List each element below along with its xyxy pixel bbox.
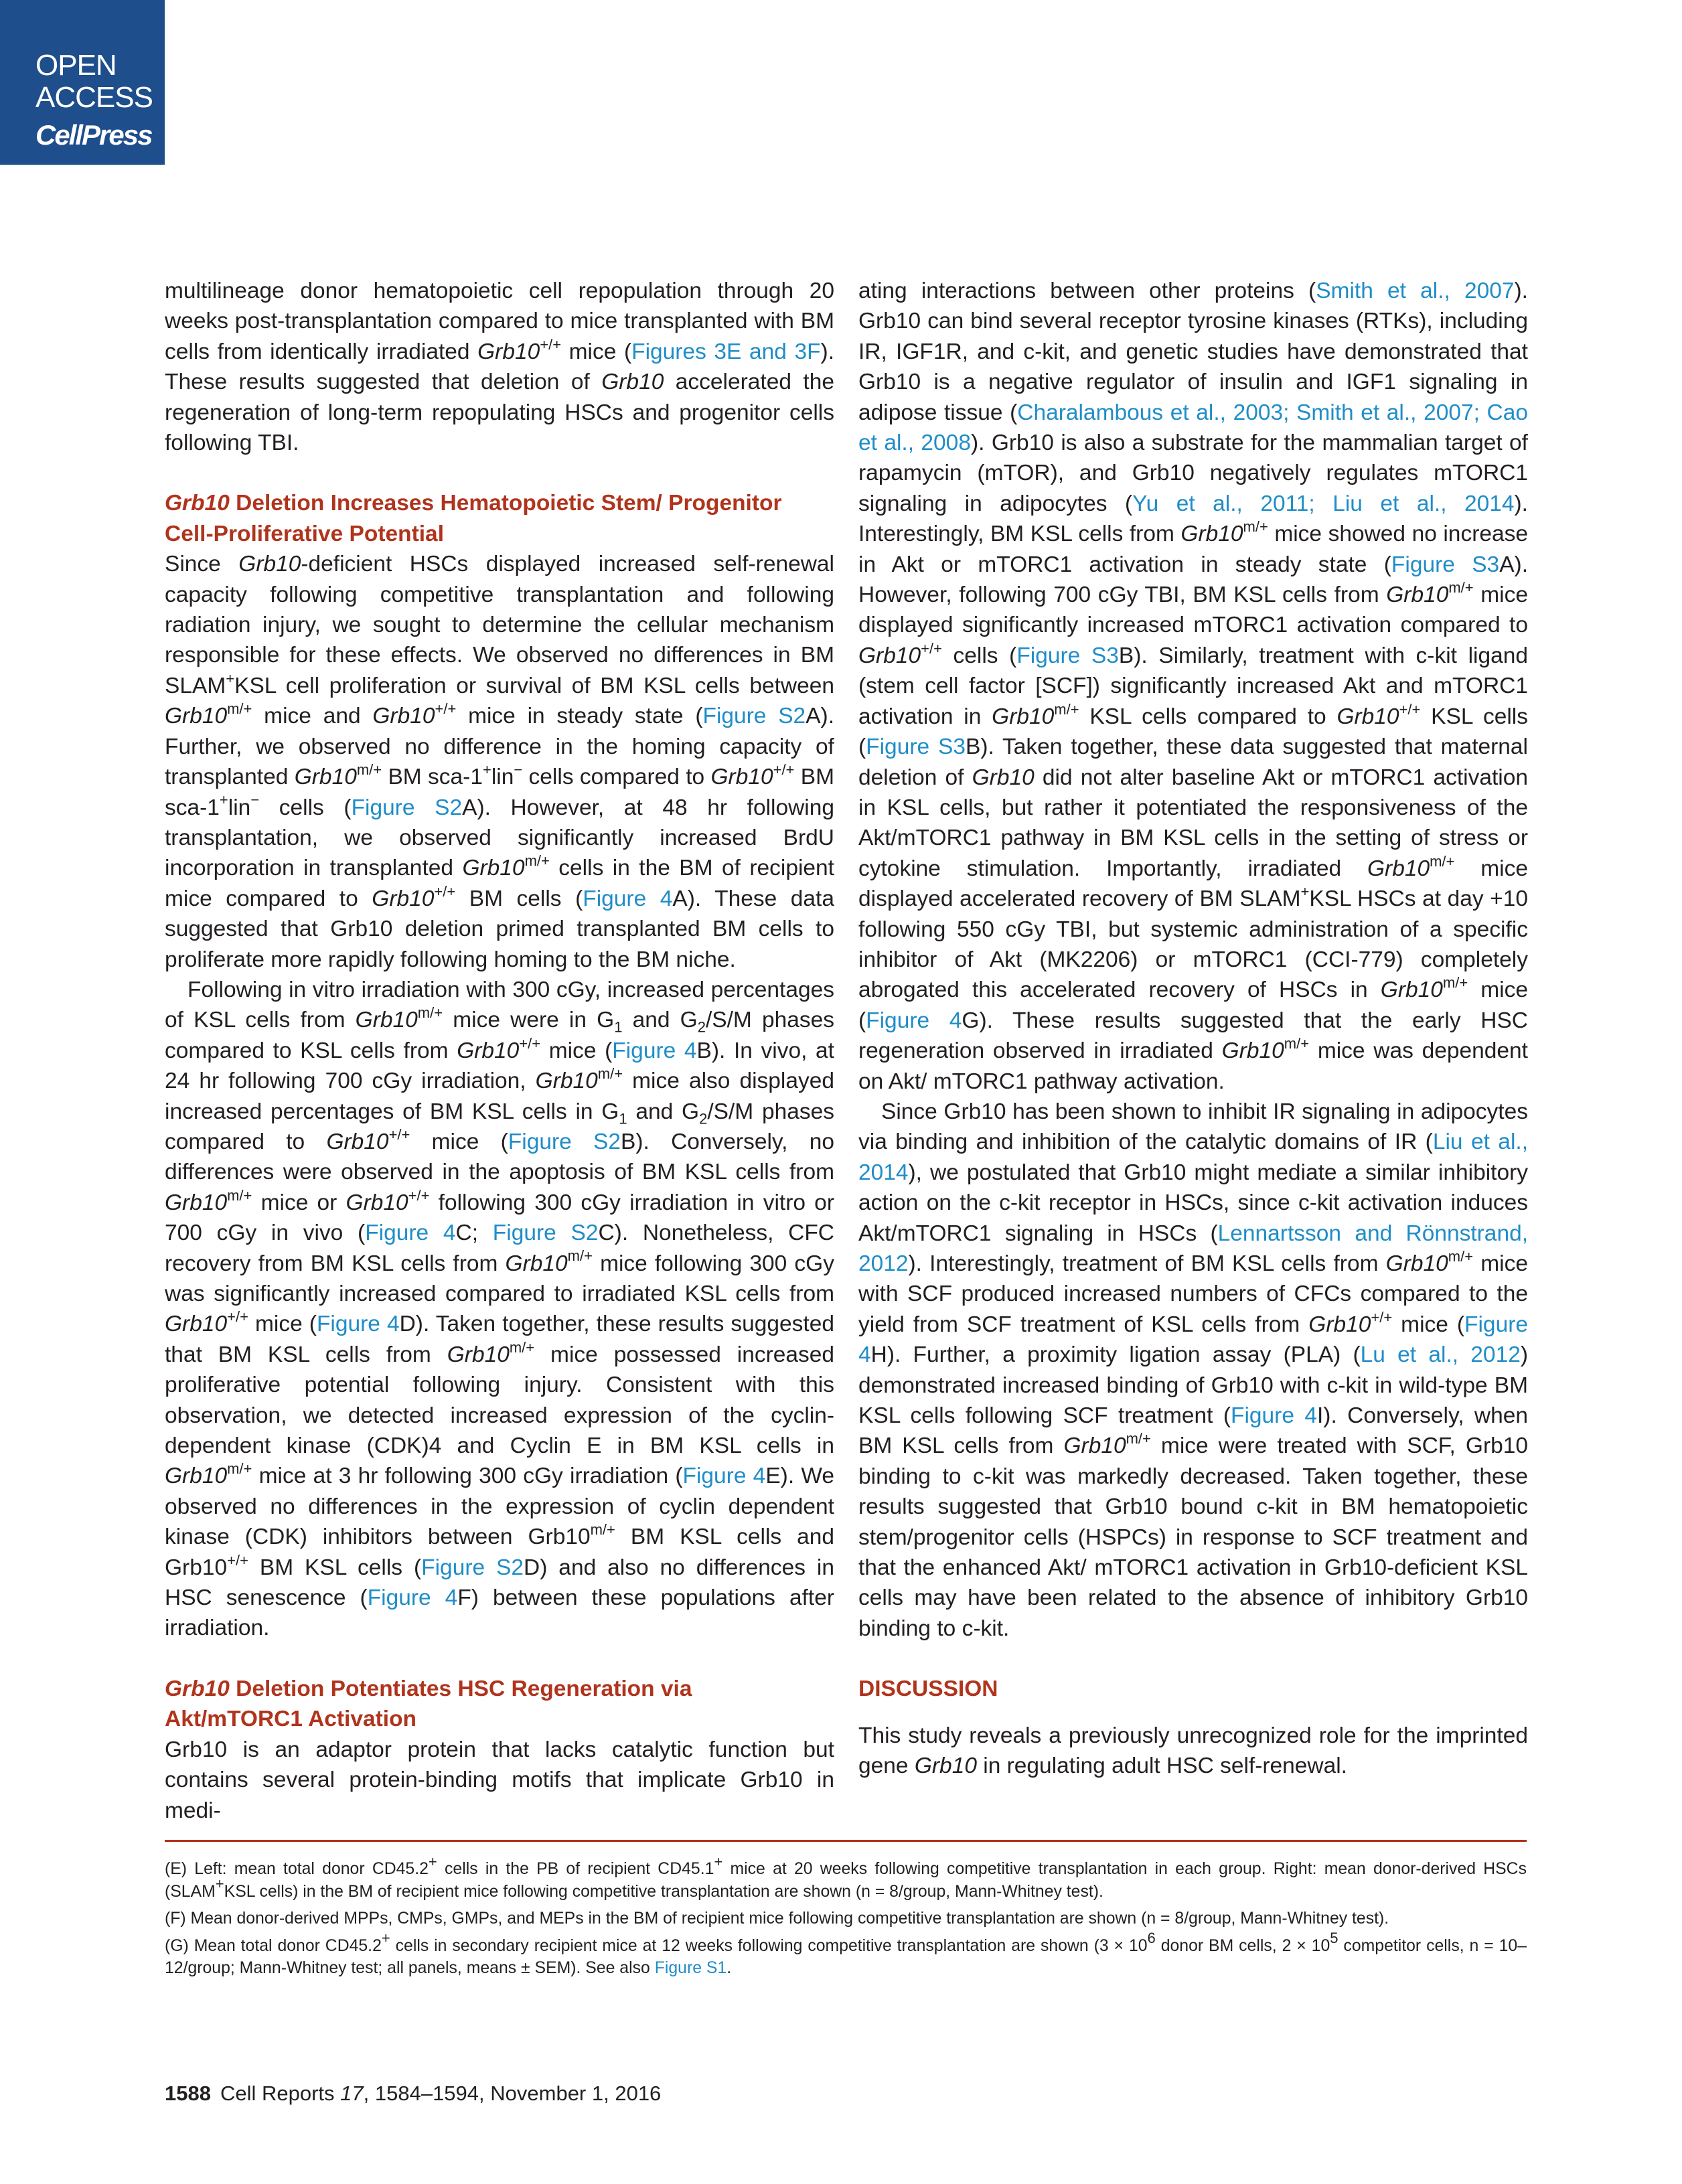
left-paragraph-1: multilineage donor hematopoietic cell repopulation through 20 weeks post-transplantation compared to mice transplanted with BM cells from identically irradiated Grb10+/+ mice (Figures 3E and 3F). These results suggested that deletion of Grb10 accelerated the regeneration of long-term repopulating HSCs and progenitor cells following TBI.: [165, 279, 835, 456]
page-footer: [165, 2081, 661, 2106]
citation-details: , 1584–1594, November 1, 2016: [363, 2082, 662, 2105]
figure-link[interactable]: Figure S3: [1391, 552, 1500, 577]
reference-link[interactable]: Yu et al., 2011; Liu et al., 2014: [1132, 491, 1515, 516]
badge-access-text: ACCESS: [35, 81, 153, 114]
badge-open-text: OPEN: [35, 49, 117, 82]
figure-caption: [165, 1853, 1527, 1984]
left-paragraph-2: Since Grb10-deficient HSCs displayed increased self-renewal capacity following competitive transplantation and following radiation injury, we sought to determine the cellular mechanism responsible for these effects. We observed no differences in BM SLAM+KSL cell proliferation or survival of BM KSL cells between $Grb10^{m/+}$ mice and Grb10+/+ mice in steady state (Figure S2A). Further, we observed no difference in the homing capacity of transplanted $Grb10^{m/+}$ BM sca-1+lin− cells compared to Grb10+/+ BM sca-1+lin− cells (Figure S2A). However, at 48 hr following transplantation, we observed significantly increased BrdU incorporation in transplanted $Grb10^{m/+}$ cells in the BM of recipient mice compared to Grb10+/+ BM cells (Figure 4A). These data suggested that Grb10 deletion primed transplanted BM cells to proliferate more rapidly following homing to the BM niche.: [165, 552, 835, 972]
figure-link[interactable]: Figure S3: [866, 734, 966, 760]
figure-link[interactable]: Figure S2: [702, 704, 806, 729]
figure-link[interactable]: Figure 4: [682, 1464, 766, 1489]
figure-link[interactable]: Figure S1: [654, 1959, 727, 1977]
right-column: [858, 276, 1528, 1782]
reference-link[interactable]: Liu et al., 2014: [858, 1129, 1528, 1185]
figure-link[interactable]: Figure S2: [351, 795, 463, 820]
caption-f: (F) Mean donor-derived MPPs, CMPs, GMPs, and MEPs in the BM of recipient mice following competitive transplantation are shown (n = 8/group, Mann-Whitney test).: [165, 1909, 1389, 1928]
journal-name: Cell Reports: [220, 2082, 341, 2105]
left-column: [165, 276, 834, 1826]
caption-g: (G) Mean total donor CD45.2+ cells in secondary recipient mice at 12 weeks following competitive transplantation are shown ($3 \times 10^6$ donor BM cells, $2 \times 10^5$ competitor cells, n = 10–12/group; Mann-Whitney test; all panels, means ± SEM). See also Figure S1.: [165, 1930, 1527, 1977]
figure-link[interactable]: Figure S3: [1016, 643, 1119, 668]
figure-link[interactable]: Figures 3E and 3F: [631, 339, 821, 364]
badge-cellpress-logo: CellPress: [35, 119, 152, 151]
section-heading-proliferative-potential: Grb10 Deletion Increases Hematopoietic Stem/ Progenitor Cell-Proliferative Potential: [165, 491, 782, 546]
right-paragraph-1: ating interactions between other proteins (Smith et al., 2007). Grb10 can bind several receptor tyrosine kinases (RTKs), including IR, IGF1R, and c-kit, and genetic studies have demonstrated that Grb10 is a negative regulator of insulin and IGF1 signaling in adipose tissue (Charalambous et al., 2003; Smith et al., 2007; Cao et al., 2008). Grb10 is also a substrate for the mammalian target of rapamycin (mTOR), and Grb10 negatively regulates mTORC1 signaling in adipocytes (Yu et al., 2011; Liu et al., 2014). Interestingly, BM KSL cells from $Grb10^{m/+}$ mice showed no increase in Akt or mTORC1 activation in steady state (Figure S3A). However, following 700 cGy TBI, BM KSL cells from $Grb10^{m/+}$ mice displayed significantly increased mTORC1 activation compared to Grb10+/+ cells (Figure S3B). Similarly, treatment with c-kit ligand (stem cell factor [SCF]) significantly increased Akt and mTORC1 activation in $Grb10^{m/+}$ KSL cells compared to Grb10+/+ KSL cells (Figure S3B). Taken together, these data suggested that maternal deletion of Grb10 did not alter baseline Akt or mTORC1 activation in KSL cells, but rather it potentiated the responsiveness of the Akt/mTORC1 pathway in BM KSL cells in the setting of stress or cytokine stimulation. Importantly, irradiated $Grb10^{m/+}$ mice displayed accelerated recovery of BM SLAM+KSL HSCs at day +10 following 550 cGy TBI, but systemic administration of a specific inhibitor of Akt (MK2206) or mTORC1 (CCI-779) completely abrogated this accelerated recovery of HSCs in $Grb10^{m/+}$ mice (Figure 4G). These results suggested that the early HSC regeneration observed in irradiated $Grb10^{m/+}$ mice was dependent on Akt/ mTORC1 pathway activation.: [858, 279, 1529, 1094]
reference-link[interactable]: Charalambous et al., 2003; Smith et al., 2007; Cao et al., 2008: [858, 400, 1529, 456]
left-paragraph-4: Grb10 is an adaptor protein that lacks catalytic function but contains several protein-binding motifs that implicate Grb10 in medi-: [165, 1737, 834, 1823]
figure-link[interactable]: Figure 4: [1231, 1403, 1317, 1429]
reference-link[interactable]: Lennartsson and Rönnstrand, 2012: [858, 1221, 1529, 1276]
left-paragraph-3: Following in vitro irradiation with 300 cGy, increased percentages of KSL cells from $Grb10^{m/+}$ mice were in $G_1$ and $G_2/S/M$ phases compared to KSL cells from Grb10+/+ mice (Figure 4B). In vivo, at 24 hr following 700 cGy irradiation, $Grb10^{m/+}$ mice also displayed increased percentages of BM KSL cells in $G_1$ and $G_2/S/M$ phases compared to Grb10+/+ mice (Figure S2B). Conversely, no differences were observed in the apoptosis of BM KSL cells from $Grb10^{m/+}$ mice or Grb10+/+ following 300 cGy irradiation in vitro or 700 cGy in vivo (Figure 4C; Figure S2C). Nonetheless, CFC recovery from BM KSL cells from $Grb10^{m/+}$ mice following 300 cGy was significantly increased compared to irradiated KSL cells from Grb10+/+ mice (Figure 4D). Taken together, these results suggested that BM KSL cells from $Grb10^{m/+}$ mice possessed increased proliferative potential following injury. Consistent with this observation, we detected increased expression of the cyclin-dependent kinase (CDK)4 and Cyclin E in BM KSL cells in $Grb10^{m/+}$ mice at 3 hr following 300 cGy irradiation (Figure 4E). We observed no differences in the expression of cyclin dependent kinase (CDK) inhibitors between $Grb10^{m/+}$ BM KSL cells and Grb10+/+ BM KSL cells (Figure S2D) and also no differences in HSC senescence (Figure 4F) between these populations after irradiation.: [165, 977, 835, 1641]
caption-divider: [165, 1840, 1527, 1842]
open-access-cellpress-badge: [0, 0, 165, 165]
figure-link[interactable]: Figure 4: [583, 886, 673, 911]
right-paragraph-2: Since Grb10 has been shown to inhibit IR signaling in adipocytes via binding and inhibition of the catalytic domains of IR (Liu et al., 2014), we postulated that Grb10 might mediate a similar inhibitory action on the c-kit receptor in HSCs, since c-kit activation induces Akt/mTORC1 signaling in HSCs (Lennartsson and Rönnstrand, 2012). Interestingly, treatment of BM KSL cells from $Grb10^{m/+}$ mice with SCF produced increased numbers of CFCs compared to the yield from SCF treatment of KSL cells from Grb10+/+ mice (Figure 4H). Further, a proximity ligation assay (PLA) (Lu et al., 2012) demonstrated increased binding of Grb10 with c-kit in wild-type BM KSL cells following SCF treatment (Figure 4I). Conversely, when BM KSL cells from $Grb10^{m/+}$ mice were treated with SCF, Grb10 binding to c-kit was markedly decreased. Taken together, these results suggested that Grb10 bound c-kit in BM hematopoietic stem/progenitor cells (HSPCs) in response to SCF treatment and that the enhanced Akt/ mTORC1 activation in Grb10-deficient KSL cells may have been related to the absence of inhibitory Grb10 binding to c-kit.: [858, 1099, 1529, 1641]
figure-link[interactable]: Figure 4: [866, 1008, 962, 1033]
section-heading-discussion: DISCUSSION: [858, 1676, 998, 1702]
section-heading-akt-mtorc1: Grb10 Deletion Potentiates HSC Regeneration via Akt/mTORC1 Activation: [165, 1676, 692, 1732]
figure-link[interactable]: Figure 4: [367, 1585, 458, 1611]
reference-link[interactable]: Lu et al., 2012: [1360, 1342, 1521, 1368]
reference-link[interactable]: Smith et al., 2007: [1316, 279, 1515, 303]
right-paragraph-3: This study reveals a previously unrecognized role for the imprinted gene Grb10 in regulating adult HSC self-renewal.: [858, 1723, 1528, 1779]
page-number: 1588: [165, 2082, 211, 2105]
figure-link[interactable]: Figure S2: [492, 1221, 599, 1246]
figure-link[interactable]: Figure 4: [858, 1312, 1528, 1368]
figure-link[interactable]: Figure S2: [421, 1555, 524, 1580]
caption-e: (E) Left: mean total donor CD45.2+ cells in the PB of recipient CD45.1+ mice at 20 weeks following competitive transplantation in each group. Right: mean donor-derived HSCs (SLAM+KSL cells) in the BM of recipient mice following competitive transplantation are shown (n = 8/group, Mann-Whitney test).: [165, 1853, 1527, 1901]
figure-link[interactable]: Figure 4: [612, 1038, 697, 1063]
figure-link[interactable]: Figure 4: [365, 1221, 456, 1246]
journal-volume: 17: [340, 2082, 364, 2105]
figure-link[interactable]: Figure 4: [316, 1312, 400, 1337]
figure-link[interactable]: Figure S2: [508, 1129, 621, 1154]
